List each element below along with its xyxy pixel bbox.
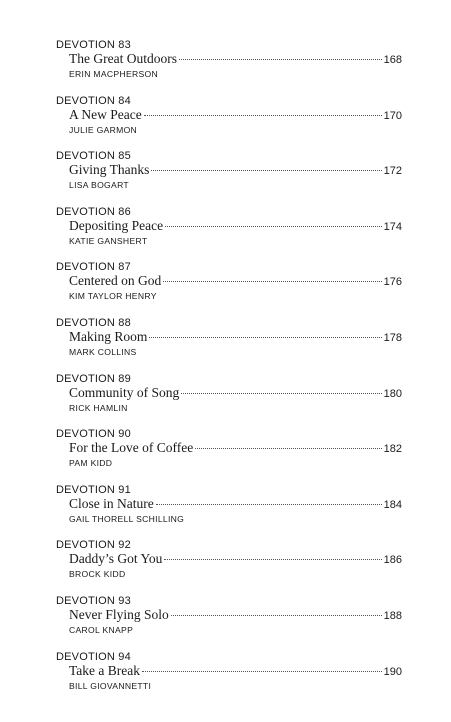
devotion-title: Never Flying Solo xyxy=(69,606,169,622)
title-row xyxy=(69,662,402,679)
devotion-number: DEVOTION 84 xyxy=(56,94,131,107)
devotion-title: Community of Song xyxy=(69,384,180,400)
page-number: 172 xyxy=(383,165,402,178)
dot-leader xyxy=(144,115,382,116)
toc-entry xyxy=(0,205,451,261)
dot-leader xyxy=(156,504,382,505)
devotion-number: DEVOTION 86 xyxy=(56,205,131,218)
author-name: GAIL THORELL SCHILLING xyxy=(69,513,185,524)
author-name: CAROL KNAPP xyxy=(69,624,134,635)
devotion-title: Depositing Peace xyxy=(69,217,164,233)
dot-leader xyxy=(179,59,382,60)
devotion-title: Making Room xyxy=(69,328,148,344)
toc-entry xyxy=(0,650,451,706)
devotion-number: DEVOTION 89 xyxy=(56,372,131,385)
title-row xyxy=(69,161,402,178)
devotion-title: Take a Break xyxy=(69,662,141,678)
page-number: 168 xyxy=(383,54,402,66)
dot-leader xyxy=(149,337,381,338)
title-row xyxy=(69,272,402,289)
devotion-title: Close in Nature xyxy=(69,495,154,511)
dot-leader xyxy=(195,448,381,449)
title-row xyxy=(69,217,402,234)
dot-leader xyxy=(151,170,381,171)
page-number: 186 xyxy=(383,554,402,567)
dot-leader xyxy=(142,671,382,672)
page-number: 174 xyxy=(383,220,402,233)
author-name: ERIN MACPHERSON xyxy=(69,69,159,79)
author-name: RICK HAMLIN xyxy=(69,402,128,413)
page-number: 182 xyxy=(383,443,402,456)
author-name: JULIE GARMON xyxy=(69,124,138,135)
dot-leader xyxy=(163,281,381,282)
devotion-number: DEVOTION 83 xyxy=(56,39,131,51)
toc-entry xyxy=(0,594,451,650)
title-row xyxy=(69,328,402,345)
toc-entry xyxy=(0,260,451,316)
author-name: BROCK KIDD xyxy=(69,569,126,580)
author-name: BILL GIOVANNETTI xyxy=(69,680,152,691)
toc-entry xyxy=(0,38,451,94)
title-row xyxy=(69,384,402,401)
title-row xyxy=(69,495,402,512)
title-row xyxy=(69,50,402,67)
dot-leader xyxy=(165,226,382,227)
dot-leader xyxy=(164,559,381,560)
author-name: KATIE GANSHERT xyxy=(69,235,148,246)
author-name: LISA BOGART xyxy=(69,180,129,191)
page-number: 178 xyxy=(383,331,402,344)
title-row xyxy=(69,606,402,623)
devotion-title: A New Peace xyxy=(69,106,142,122)
devotion-number: DEVOTION 87 xyxy=(56,261,131,274)
devotion-title: The Great Outdoors xyxy=(69,51,177,66)
devotion-title: For the Love of Coffee xyxy=(69,440,194,456)
devotion-number: DEVOTION 91 xyxy=(56,483,131,496)
devotion-number: DEVOTION 90 xyxy=(56,428,131,441)
page-number: 176 xyxy=(383,276,402,289)
toc-entry xyxy=(0,316,451,372)
devotion-number: DEVOTION 94 xyxy=(56,650,131,663)
author-name: KIM TAYLOR HENRY xyxy=(69,291,157,302)
devotion-title: Daddy’s Got You xyxy=(69,551,163,567)
page-number: 170 xyxy=(383,109,402,122)
title-row xyxy=(69,106,402,123)
toc-entry xyxy=(0,149,451,205)
page-number: 190 xyxy=(383,665,402,678)
table-of-contents xyxy=(0,38,451,705)
devotion-title: Giving Thanks xyxy=(69,162,150,178)
devotion-number: DEVOTION 93 xyxy=(56,594,131,607)
dot-leader xyxy=(171,615,382,616)
toc-entry xyxy=(0,483,451,539)
title-row xyxy=(69,439,402,456)
devotion-title: Centered on God xyxy=(69,273,162,289)
devotion-number: DEVOTION 88 xyxy=(56,316,131,329)
toc-entry xyxy=(0,427,451,483)
devotion-number: DEVOTION 85 xyxy=(56,150,131,163)
devotion-number: DEVOTION 92 xyxy=(56,539,131,552)
toc-entry xyxy=(0,94,451,150)
title-row xyxy=(69,550,402,567)
author-name: PAM KIDD xyxy=(69,458,113,469)
toc-entry xyxy=(0,372,451,428)
page-number: 184 xyxy=(383,498,402,511)
dot-leader xyxy=(181,393,381,394)
toc-entry xyxy=(0,538,451,594)
page-number: 188 xyxy=(383,609,402,622)
author-name: MARK COLLINS xyxy=(69,346,137,357)
page-number: 180 xyxy=(383,387,402,400)
